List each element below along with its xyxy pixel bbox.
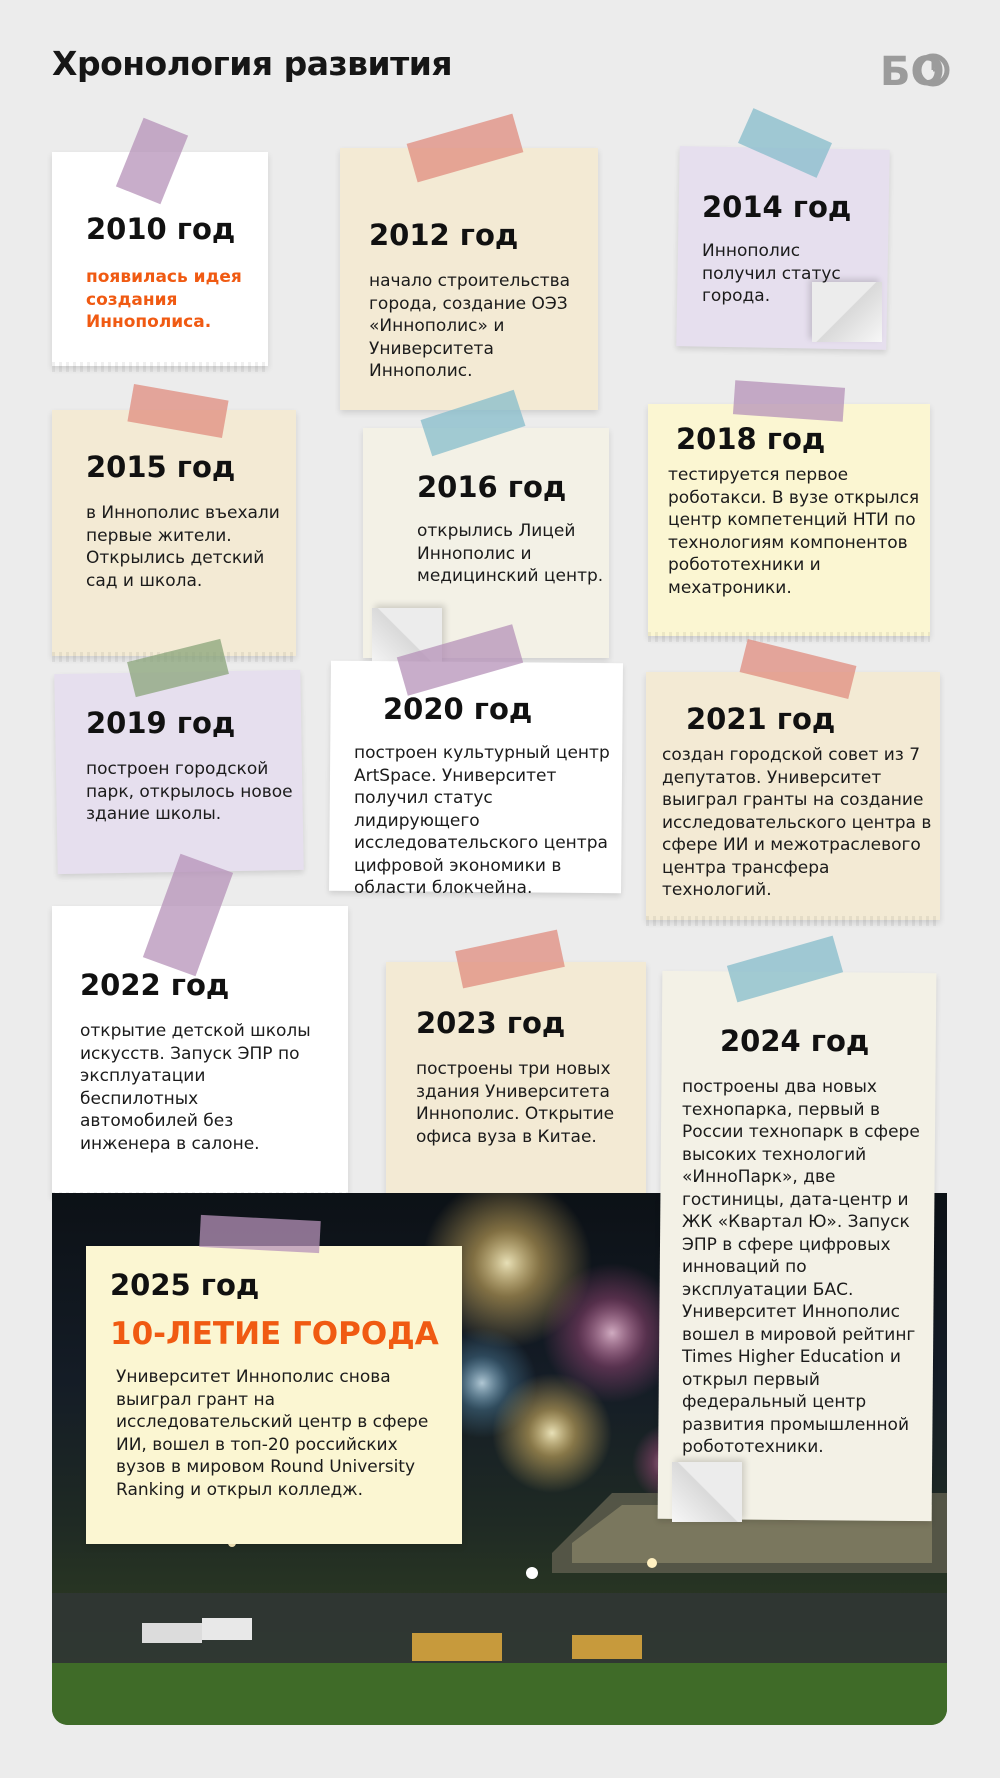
year-2016: 2016 год xyxy=(417,470,567,504)
year-2010: 2010 год xyxy=(86,212,236,246)
year-2021: 2021 год xyxy=(686,702,836,736)
text-2020: построен культурный центр ArtSpace. Университет получил статус лидирующего исследовательского центра цифровой экономики в области блокчейна. xyxy=(354,743,610,898)
text-2022: открытие детской школы искусств. Запуск ЭПР по эксплуатации беспилотных автомобилей без инженера в салоне. xyxy=(80,1021,311,1154)
year-2014: 2014 год xyxy=(702,190,852,224)
text-2018: тестируется первое роботакси. В вузе открылся центр компетенций НТИ по технологиям компонентов робототехники и мехатроники. xyxy=(668,465,920,598)
year-2012: 2012 год xyxy=(369,218,519,252)
year-2015: 2015 год xyxy=(86,450,236,484)
year-2018: 2018 год xyxy=(676,422,826,456)
text-2019: построен городской парк, открылось новое здание школы. xyxy=(86,759,293,824)
text-2021: создан городской совет из 7 депутатов. Университет выиграл гранты на создание исследовательского центра в сфере ИИ и межотраслевого центра трансфера технологий. xyxy=(662,745,932,900)
year-2022: 2022 год xyxy=(80,968,230,1002)
text-2010: появилась идея создания Иннополиса. xyxy=(86,267,242,332)
year-2023: 2023 год xyxy=(416,1006,566,1040)
curl-2024 xyxy=(672,1462,742,1522)
year-2025: 2025 год xyxy=(110,1268,260,1302)
text-2023: построены три новых здания Университета Иннополис. Открытие офиса вуза в Китае. xyxy=(416,1059,615,1147)
text-2014: Иннополис получил статус города. xyxy=(702,241,841,306)
page-title: Хронология развития xyxy=(52,44,453,83)
text-2024: построены два новых технопарка, первый в России технопарк в сфере высоких технологий «ИнноПарк», две гостиницы, дата-центр и ЖК «Квартал Ю». Запуск ЭПР в сфере цифровых инноваций по эксплуатации БАС. Университет Иннополис вошел в мировой рейтинг Times Higher Education и открыл первый федеральный центр развития промышленной робототехники. xyxy=(682,1077,920,1457)
text-2016: открылись Лицей Иннополис и медицинский центр. xyxy=(417,521,604,586)
text-2012: начало строительства города, создание ОЭЗ «Иннополис» и Университета Иннополис. xyxy=(369,271,571,381)
year-2020: 2020 год xyxy=(383,692,533,726)
year-2024: 2024 год xyxy=(720,1024,870,1058)
bo-logo xyxy=(880,48,950,92)
anniversary-headline: 10-ЛЕТИЕ ГОРОДА xyxy=(110,1316,439,1352)
year-2019: 2019 год xyxy=(86,706,236,740)
logo-letter: БО xyxy=(880,49,945,92)
text-2015: в Иннополис въехали первые жители. Открылись детский сад и школа. xyxy=(86,503,280,591)
tape-2025 xyxy=(199,1215,321,1253)
text-2025: Университет Иннополис снова выиграл грант на исследовательский центр в сфере ИИ, вошел в топ-20 российских вузов в мировом Round University Ranking и открыл колледж. xyxy=(116,1367,429,1500)
